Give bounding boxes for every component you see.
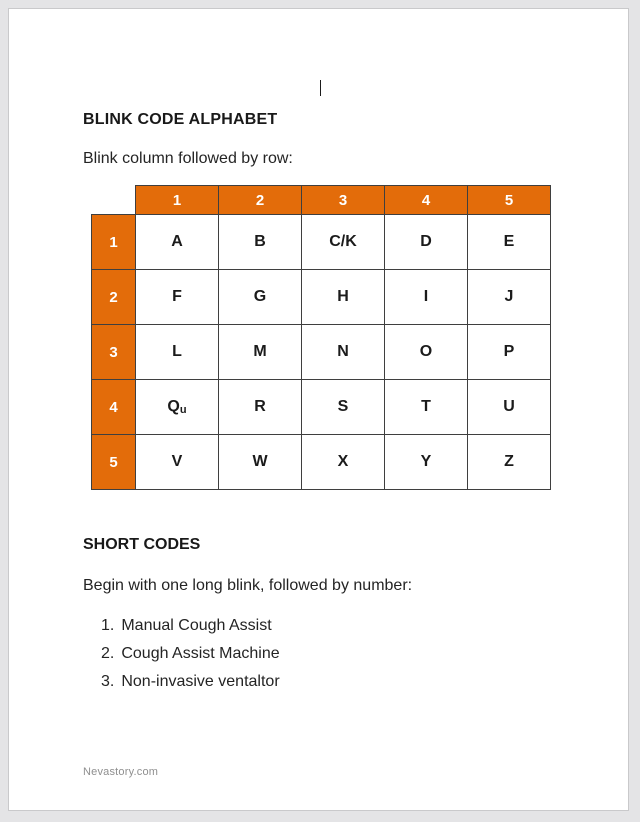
letter-cell-i[interactable]: I [385,270,468,325]
letter-cell-p[interactable]: P [468,325,551,380]
letter-cell-y[interactable]: Y [385,435,468,490]
letter-cell-w[interactable]: W [219,435,302,490]
col-header-cell-3[interactable]: 3 [302,186,385,215]
short-code-item-number: 3. [101,673,115,690]
short-code-item-label: Non-invasive ventaltor [121,673,280,690]
letter-cell-l[interactable]: L [136,325,219,380]
table-row-2 [92,270,551,325]
col-header-cell-2[interactable]: 2 [219,186,302,215]
doc-title[interactable]: BLINK CODE ALPHABET [83,111,278,128]
text-cursor-caret [320,80,321,96]
short-code-item-number: 1. [101,617,115,634]
letter-cell-m[interactable]: M [219,325,302,380]
row-header-cell-5[interactable]: 5 [92,435,136,490]
short-code-item-label: Cough Assist Machine [121,645,280,662]
table-instruction-text[interactable]: Blink column followed by row: [83,150,293,167]
letter-cell-f[interactable]: F [136,270,219,325]
col-header-cell-4[interactable]: 4 [385,186,468,215]
letter-cell-b[interactable]: B [219,215,302,270]
short-code-item-3[interactable] [101,668,280,696]
short-code-item-label: Manual Cough Assist [121,617,272,634]
row-header-cell-2[interactable]: 2 [92,270,136,325]
letter-cell-u[interactable]: U [468,380,551,435]
document-page[interactable] [8,8,629,811]
short-codes-heading[interactable]: SHORT CODES [83,536,201,553]
letter-cell-d[interactable]: D [385,215,468,270]
table-header-row [92,186,551,215]
letter-cell-z[interactable]: Z [468,435,551,490]
table-row-3 [92,325,551,380]
letter-cell-c-k[interactable]: C/K [302,215,385,270]
table-corner-cell [92,186,136,215]
table-row-1 [92,215,551,270]
letter-cell-a[interactable]: A [136,215,219,270]
table-row-4 [92,380,551,435]
letter-cell-h[interactable]: H [302,270,385,325]
letter-cell-x[interactable]: X [302,435,385,490]
table-body [92,215,551,490]
blink-code-table[interactable] [91,185,551,490]
row-header-cell-4[interactable]: 4 [92,380,136,435]
letter-cell-t[interactable]: T [385,380,468,435]
letter-cell-g[interactable]: G [219,270,302,325]
short-code-item-number: 2. [101,645,115,662]
letter-cell-o[interactable]: O [385,325,468,380]
letter-cell-s[interactable]: S [302,380,385,435]
short-code-item-1[interactable] [101,612,280,640]
row-header-cell-3[interactable]: 3 [92,325,136,380]
short-code-item-2[interactable] [101,640,280,668]
letter-cell-q[interactable]: Qu [136,380,219,435]
col-header-cell-1[interactable]: 1 [136,186,219,215]
short-codes-list [101,612,280,696]
short-codes-intro-text[interactable]: Begin with one long blink, followed by number: [83,577,413,594]
row-header-cell-1[interactable]: 1 [92,215,136,270]
letter-cell-e[interactable]: E [468,215,551,270]
letter-cell-j[interactable]: J [468,270,551,325]
table-row-5 [92,435,551,490]
letter-cell-n[interactable]: N [302,325,385,380]
footer-watermark: Nevastory.com [83,766,159,778]
letter-cell-r[interactable]: R [219,380,302,435]
letter-cell-v[interactable]: V [136,435,219,490]
col-header-cell-5[interactable]: 5 [468,186,551,215]
